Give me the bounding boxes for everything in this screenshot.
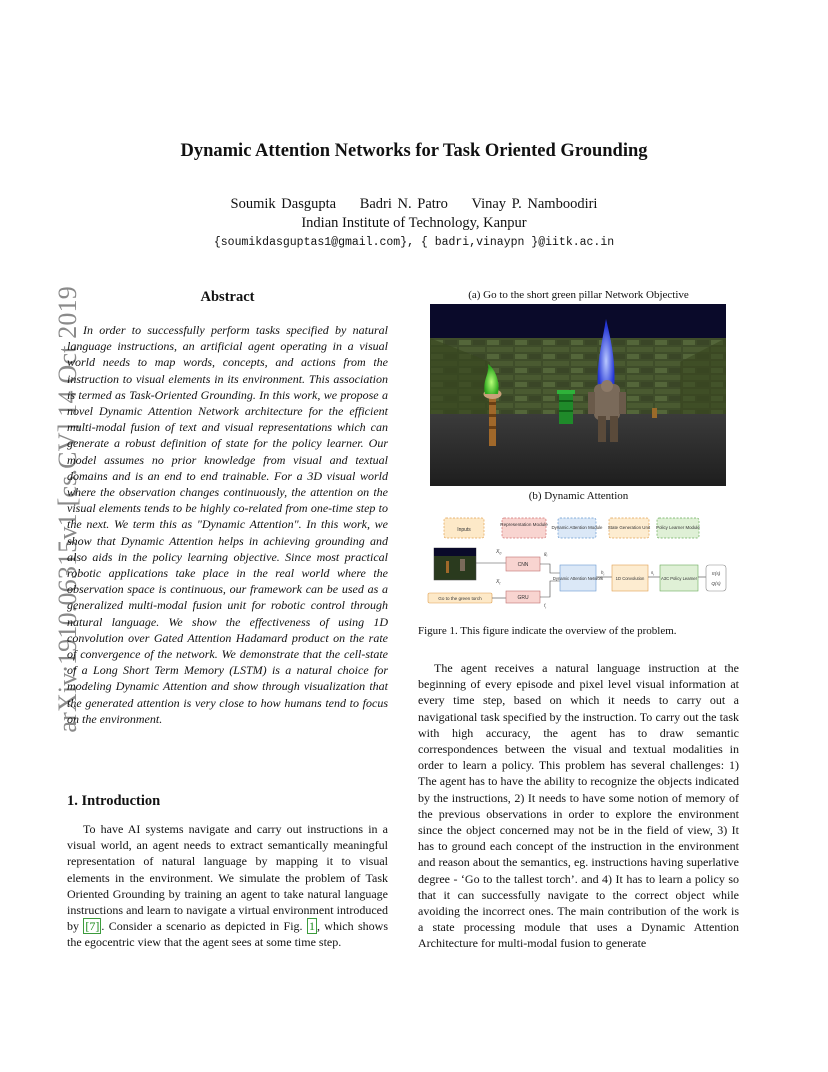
representation-module-text: Representation Module — [500, 522, 548, 527]
diagram-top-boxes — [444, 518, 700, 538]
ft-label — [544, 603, 546, 609]
policy-output-label: π(s) — [711, 572, 721, 577]
gt-subscript: t — [546, 553, 548, 558]
xt-label — [495, 579, 501, 586]
green-pillar — [557, 390, 575, 424]
dan-label: Dynamic Attention Network — [552, 576, 604, 581]
conv-label: 1D Convolution — [615, 576, 645, 581]
ceiling — [430, 304, 726, 338]
subfigure-caption-b: (b) Dynamic Attention — [528, 490, 629, 502]
thumbnail-monster — [460, 559, 465, 571]
value-output-label: Q(s) — [711, 582, 721, 587]
figure-caption: Figure 1. This figure indicate the overview of the problem. — [418, 625, 677, 637]
thumbnail-sky — [434, 548, 476, 556]
floor — [430, 414, 726, 486]
xt-symbol: X — [496, 579, 500, 585]
state-generation-unit-label: State Generation Unit — [607, 525, 651, 530]
st-subscript: t — [653, 572, 655, 577]
x0-label — [495, 549, 501, 556]
ht-subscript: t — [603, 572, 605, 577]
author-name: Badri N. Patro — [359, 196, 448, 212]
subfigure-caption-a: (a) Go to the short green pillar Network Objective — [468, 289, 689, 301]
dynamic-attention-module-label: Dynamic Attention Module — [551, 525, 603, 530]
st-symbol: s — [651, 570, 654, 575]
arrow-cnn-dan — [540, 564, 560, 573]
instruction-text: Go to the green torch — [438, 596, 482, 601]
ht-symbol: h — [601, 570, 604, 575]
intro-text-part: To have AI systems navigate and carry out instructions in a visual world, an agent needs to extract semantically meaningful representation of natural language by mapping it to visual elements in the environment. We simulate the problem of Task Oriented Grounding by training an agent to take natural language instructions and learn to navigate a virtual environment introduced by — [67, 822, 388, 934]
citation-link[interactable]: [7] — [85, 919, 100, 934]
author-name: Vinay P. Namboodiri — [471, 196, 598, 212]
author-emails: {soumikdasguptas1@gmail.com}, { badri,vinaypn }@iitk.ac.in — [213, 236, 615, 249]
ft-subscript: t — [545, 605, 547, 610]
abstract-heading: Abstract — [200, 289, 255, 305]
introduction-heading: 1. Introduction — [67, 793, 161, 809]
intro-text-part: , which shows the egocentric view that the agent sees at some time step. — [67, 919, 389, 950]
introduction-text — [67, 821, 388, 951]
xt-subscript: t — [499, 581, 501, 586]
gt-label — [544, 551, 548, 557]
author-name: Soumik Dasgupta — [230, 196, 337, 212]
abstract-text: In order to successfully perform tasks specified by natural language instructions, an artificial agent operating in a visual world needs to map words, concepts, and actions from the instruction to visual elements in its environment. This association is termed as Task-Oriented Grounding. In this work, we propose a novel Dynamic Attention Network architecture for the efficient multi-modal fusion of text and visual representations which can generate a robust definition of state for the policy learner. Our model assumes no prior knowledge from visual and textual domains and is an end to end trainable. For a 3D visual world where the observation changes continuously, the attention on the visual elements tends to be highly co-related from one-time step to the next. We term this as "Dynamic Attention". In this work, we show that Dynamic Attention helps in achieving grounding and also aids in the policy learning objective. Since most practical robotic applications take place in the real world where the observation space is continuous, our framework can be used as a generalized multi-modal fusion unit for robotic control through natural language. We show the effectiveness of using 1D convolution over Gated Attention Hadamard product on the rate of convergence of the network. We demonstrate that the cell-state of a Long Short Term Memory (LSTM) is a natural choice for modeling Dynamic Attention and show through visualization that the generated attention is very close to how humans tend to focus on the environment. — [67, 323, 388, 726]
x0-subscript: 0 — [499, 551, 502, 556]
representation-module-label — [500, 522, 548, 527]
affiliation: Indian Institute of Technology, Kanpur — [301, 215, 527, 231]
figure-link[interactable]: 1 — [308, 919, 315, 934]
gru-label: GRU — [517, 595, 529, 601]
gt-symbol: g — [544, 551, 547, 556]
cnn-label: CNN — [517, 562, 529, 568]
author-list — [0, 196, 828, 213]
output-box — [706, 565, 726, 591]
policy-learner-module-label: Policy Learner Module — [656, 525, 700, 530]
arrow-gru-dan — [540, 581, 560, 597]
x0-symbol: X — [496, 549, 500, 555]
a3c-label: A3C Policy Learner — [660, 576, 698, 581]
intro-text-part: . Consider a scenario as depicted in Fig. — [101, 919, 307, 934]
arxiv-identifier: arXiv:1910.06315v1 [cs.CV] 14 Oct 2019 — [53, 286, 82, 733]
thumbnail-torch — [446, 561, 449, 573]
inputs-label: Inputs — [457, 527, 471, 533]
ft-symbol: f — [544, 603, 546, 608]
st-label — [651, 570, 654, 576]
body-text-right: The agent receives a natural language instruction at the beginning of every episode and pixel level visual information at every time step, based on which it needs to carry out a navigational task specified by the instruction. To carry out the task with high accuracy, the agent has to draw semantic correspondences between the visual and textual modalities in order to learn a policy. This problem has several challenges: 1) The agent has to have the ability to recognize the objects indicated by the instructions, 2) It needs to have some notion of memory of the previous observations in order to explore the environment since the object concerned may not be in the field of view, 3) It has to ground each concept of the instruction in the environment and reason about the semantics, eg. instructions having superlative degree - ‘Go to the tallest torch’. and 4) It has to learn a policy so that it can successfully navigate to the correct object while avoiding the incorrect ones. The main contribution of the work is a state processing module that uses a Dynamic Attention Architecture for multi-modal fusion to generate — [418, 661, 739, 951]
game-screenshot — [430, 304, 726, 486]
paper-title: Dynamic Attention Networks for Task Oriented Grounding — [180, 141, 648, 161]
architecture-diagram — [426, 513, 732, 613]
distant-object — [652, 408, 657, 418]
